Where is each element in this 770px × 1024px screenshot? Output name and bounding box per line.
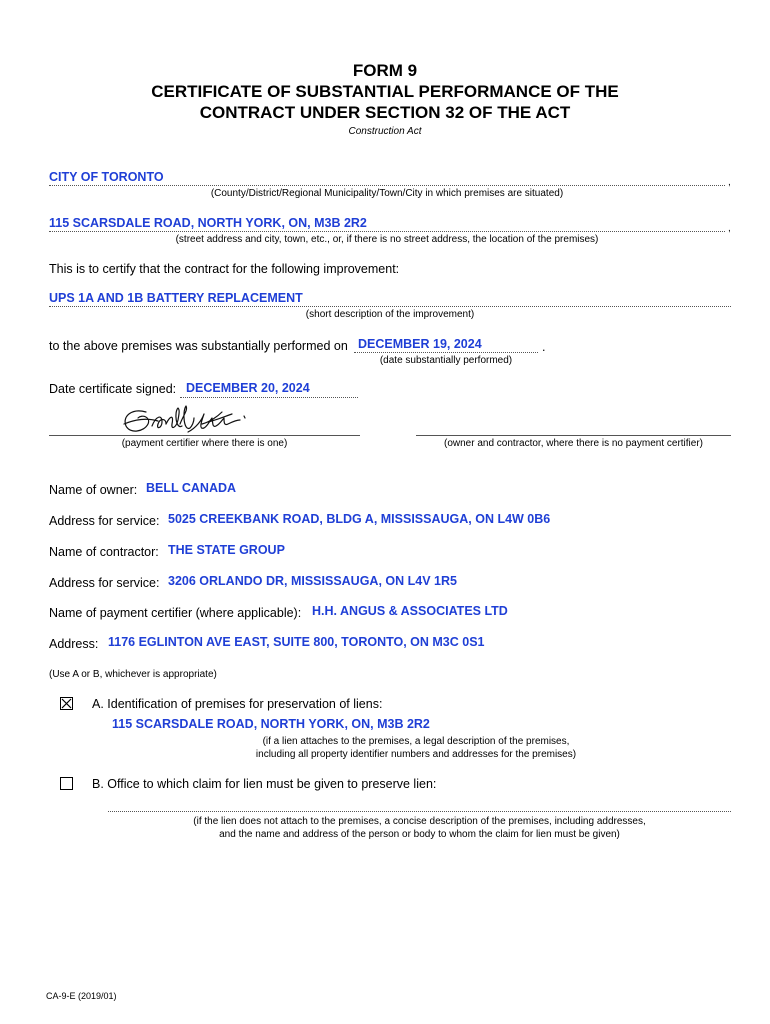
option-a-premises-field[interactable]: 115 SCARSDALE ROAD, NORTH YORK, ON, M3B 2R2 [112,717,430,731]
payment-certifier-hint: (payment certifier where there is one) [121,438,288,449]
period: . [542,340,546,354]
certifier-label: Name of payment certifier (where applicable): [49,606,302,620]
owner-label: Name of owner: [49,483,138,497]
form-code: CA-9-E (2019/01) [46,991,117,1001]
date-signed-line [180,397,358,398]
option-b-line[interactable] [108,811,731,812]
act-name: Construction Act [348,126,422,137]
performed-date-line [354,352,538,353]
date-signed-field[interactable]: DECEMBER 20, 2024 [186,381,310,395]
premises-address-field[interactable]: 115 SCARSDALE ROAD, NORTH YORK, ON, M3B 2R2 [49,216,367,230]
contractor-field[interactable]: THE STATE GROUP [168,543,285,557]
use-note: (Use A or B, whichever is appropriate) [49,669,217,680]
municipality-line [49,185,725,186]
option-a-hint-line2: including all property identifier numbers and addresses for the premises) [255,749,577,760]
owner-field[interactable]: BELL CANADA [146,481,237,495]
payment-certifier-signature-line[interactable] [49,435,360,436]
certifier-field[interactable]: H.H. ANGUS & ASSOCIATES LTD [312,604,508,618]
comma: , [728,177,731,188]
check-x-icon [61,698,72,709]
premises-address-hint: (street address and city, town, etc., or, if there is no street address, the location of the premises) [175,234,599,245]
performed-date-hint: (date substantially performed) [379,355,513,366]
option-b-checkbox[interactable] [60,777,73,790]
owner-address-field[interactable]: 5025 CREEKBANK ROAD, BLDG A, MISSISSAUGA, ON L4W 0B6 [168,512,551,526]
date-signed-label: Date certificate signed: [49,382,177,396]
contractor-label: Name of contractor: [49,545,159,559]
performed-date-field[interactable]: DECEMBER 19, 2024 [358,337,482,351]
option-a-hint-line1: (if a lien attaches to the premises, a legal description of the premises, [262,736,570,747]
form-number: FORM 9 [352,61,418,80]
form-title-line2: CONTRACT UNDER SECTION 32 OF THE ACT [199,103,571,122]
owner-contractor-signature-line[interactable] [416,435,731,436]
form-title-line1: CERTIFICATE OF SUBSTANTIAL PERFORMANCE OF THE [151,82,619,101]
signature-image [118,402,253,442]
improvement-line [49,306,731,307]
option-b-hint-line2: and the name and address of the person or body to whom the claim for lien must be given) [219,829,620,840]
owner-contractor-hint: (owner and contractor, where there is no payment certifier) [443,438,703,449]
contractor-address-field[interactable]: 3206 ORLANDO DR, MISSISSAUGA, ON L4V 1R5 [168,574,457,588]
performed-label: to the above premises was substantially performed on [49,339,348,353]
municipality-hint: (County/District/Regional Municipality/Town/City in which premises are situated) [210,188,564,199]
option-b-hint-line1: (if the lien does not attach to the premises, a concise description of the premises, including addresses, [193,816,646,827]
certifier-address-field[interactable]: 1176 EGLINTON AVE EAST, SUITE 800, TORONTO, ON M3C 0S1 [108,635,485,649]
option-a-label: A. Identification of premises for preservation of liens: [92,697,383,711]
improvement-field[interactable]: UPS 1A AND 1B BATTERY REPLACEMENT [49,291,303,305]
comma: , [728,223,731,234]
certifier-address-label: Address: [49,637,99,651]
contractor-address-label: Address for service: [49,576,160,590]
premises-address-line [49,231,725,232]
option-b-label: B. Office to which claim for lien must be given to preserve lien: [92,777,437,791]
owner-address-label: Address for service: [49,514,160,528]
improvement-hint: (short description of the improvement) [305,309,475,320]
option-a-checkbox[interactable] [60,697,73,710]
municipality-field[interactable]: CITY OF TORONTO [49,170,164,184]
certify-text: This is to certify that the contract for the following improvement: [49,262,400,276]
